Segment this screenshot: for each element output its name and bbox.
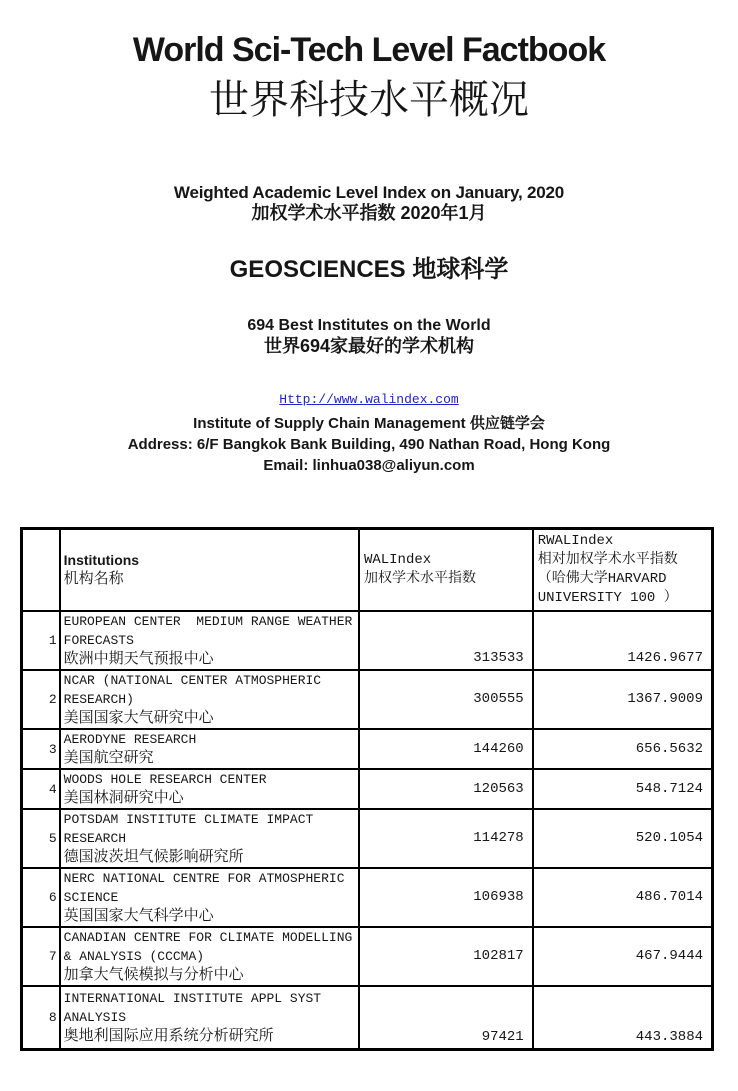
institution-cell xyxy=(60,611,359,670)
walindex-header-line-1: WALIndex xyxy=(363,552,432,568)
institution-name-zh: 美国林洞研究中心 xyxy=(63,790,184,807)
row-rank: 8 xyxy=(22,986,60,1050)
table-row xyxy=(22,927,713,986)
institutions-column-header xyxy=(60,529,359,612)
institution-cell xyxy=(60,927,359,986)
institute-count-zh: 世界694家最好的学术机构 xyxy=(263,336,475,356)
table-row xyxy=(22,670,713,729)
institution-name-zh: 美国国家大气研究中心 xyxy=(63,710,214,727)
rwalindex-value: 1367.9009 xyxy=(533,670,713,729)
table-row xyxy=(22,809,713,868)
institution-name-en: WOODS HOLE RESEARCH CENTER xyxy=(63,772,267,787)
index-subtitle-zh: 加权学术水平指数 2020年1月 xyxy=(251,203,487,223)
table-body xyxy=(22,611,713,1050)
institution-cell xyxy=(60,868,359,927)
institutions-header-en: Institutions xyxy=(63,551,140,568)
institution-name-zh: 奥地利国际应用系统分析研究所 xyxy=(63,1028,274,1045)
institute-count-en: 694 Best Institutes on the World xyxy=(247,317,491,334)
row-rank: 7 xyxy=(22,927,60,986)
institutions-table xyxy=(20,527,714,1051)
rwalindex-value: 467.9444 xyxy=(533,927,713,986)
rwalindex-header-line-3: （哈佛大学HARVARD xyxy=(537,571,667,587)
rwalindex-column-header xyxy=(533,529,713,612)
institutions-header-zh: 机构名称 xyxy=(63,570,124,588)
website-link[interactable]: Http://www.walindex.com xyxy=(279,392,459,407)
rwalindex-header-line-2: 相对加权学术水平指数 xyxy=(537,552,678,568)
main-title-zh: 世界科技水平概况 xyxy=(209,77,529,122)
category-title: GEOSCIENCES 地球科学 xyxy=(229,256,509,283)
row-rank: 5 xyxy=(22,809,60,868)
institution-name-zh: 欧洲中期天气预报中心 xyxy=(63,651,214,668)
row-rank: 1 xyxy=(22,611,60,670)
table-row xyxy=(22,769,713,809)
walindex-value: 102817 xyxy=(359,927,533,986)
table-row xyxy=(22,611,713,670)
walindex-value: 313533 xyxy=(359,611,533,670)
organization-line: Institute of Supply Chain Management 供应链学会 xyxy=(193,415,545,432)
walindex-value: 114278 xyxy=(359,809,533,868)
rwalindex-value: 1426.9677 xyxy=(533,611,713,670)
rwalindex-header-line-1: RWALIndex xyxy=(537,533,614,549)
address-line: Address: 6/F Bangkok Bank Building, 490 Nathan Road, Hong Kong xyxy=(127,436,611,453)
row-rank: 6 xyxy=(22,868,60,927)
main-title-en: World Sci-Tech Level Factbook xyxy=(132,31,606,69)
walindex-value: 106938 xyxy=(359,868,533,927)
walindex-value: 144260 xyxy=(359,729,533,769)
website-line xyxy=(0,390,738,409)
walindex-value: 97421 xyxy=(359,986,533,1050)
rank-column-header xyxy=(22,529,60,612)
rwalindex-value: 486.7014 xyxy=(533,868,713,927)
institution-cell xyxy=(60,769,359,809)
institution-name-en: POTSDAM INSTITUTE CLIMATE IMPACT RESEARCH xyxy=(63,812,322,846)
row-rank: 3 xyxy=(22,729,60,769)
rwalindex-value: 443.3884 xyxy=(533,986,713,1050)
walindex-value: 120563 xyxy=(359,769,533,809)
institution-name-en: EUROPEAN CENTER MEDIUM RANGE WEATHER FORECASTS xyxy=(63,614,361,648)
table-row xyxy=(22,729,713,769)
document-page xyxy=(0,31,738,1091)
institution-name-en: NCAR (NATIONAL CENTER ATMOSPHERIC RESEARCH) xyxy=(63,673,329,707)
institution-name-en: INTERNATIONAL INSTITUTE APPL SYST ANALYSIS xyxy=(63,991,329,1025)
rwalindex-value: 656.5632 xyxy=(533,729,713,769)
institution-name-zh: 美国航空研究 xyxy=(63,750,154,767)
document-header xyxy=(0,31,738,476)
institution-cell xyxy=(60,986,359,1050)
rwalindex-header-line-4: UNIVERSITY 100 ） xyxy=(537,590,678,606)
institution-name-en: CANADIAN CENTRE FOR CLIMATE MODELLING & ANALYSIS (CCCMA) xyxy=(63,930,361,964)
institution-name-en: NERC NATIONAL CENTRE FOR ATMOSPHERIC SCIENCE xyxy=(63,871,353,905)
rwalindex-value: 548.7124 xyxy=(533,769,713,809)
table-row xyxy=(22,868,713,927)
institution-cell xyxy=(60,729,359,769)
institution-cell xyxy=(60,670,359,729)
rwalindex-value: 520.1054 xyxy=(533,809,713,868)
row-rank: 4 xyxy=(22,769,60,809)
institution-name-zh: 加拿大气候模拟与分析中心 xyxy=(63,967,244,984)
institution-name-en: AERODYNE RESEARCH xyxy=(63,732,197,747)
walindex-value: 300555 xyxy=(359,670,533,729)
institution-name-zh: 英国国家大气科学中心 xyxy=(63,908,214,925)
institution-name-zh: 德国波茨坦气候影响研究所 xyxy=(63,849,244,866)
email-line: Email: linhua038@aliyun.com xyxy=(263,457,475,474)
table-header-row xyxy=(22,529,713,612)
walindex-column-header xyxy=(359,529,533,612)
table-row xyxy=(22,986,713,1050)
row-rank: 2 xyxy=(22,670,60,729)
institution-cell xyxy=(60,809,359,868)
walindex-header-line-2: 加权学术水平指数 xyxy=(363,571,476,587)
index-subtitle-en: Weighted Academic Level Index on January, 2020 xyxy=(173,183,565,202)
table-header xyxy=(22,529,713,612)
